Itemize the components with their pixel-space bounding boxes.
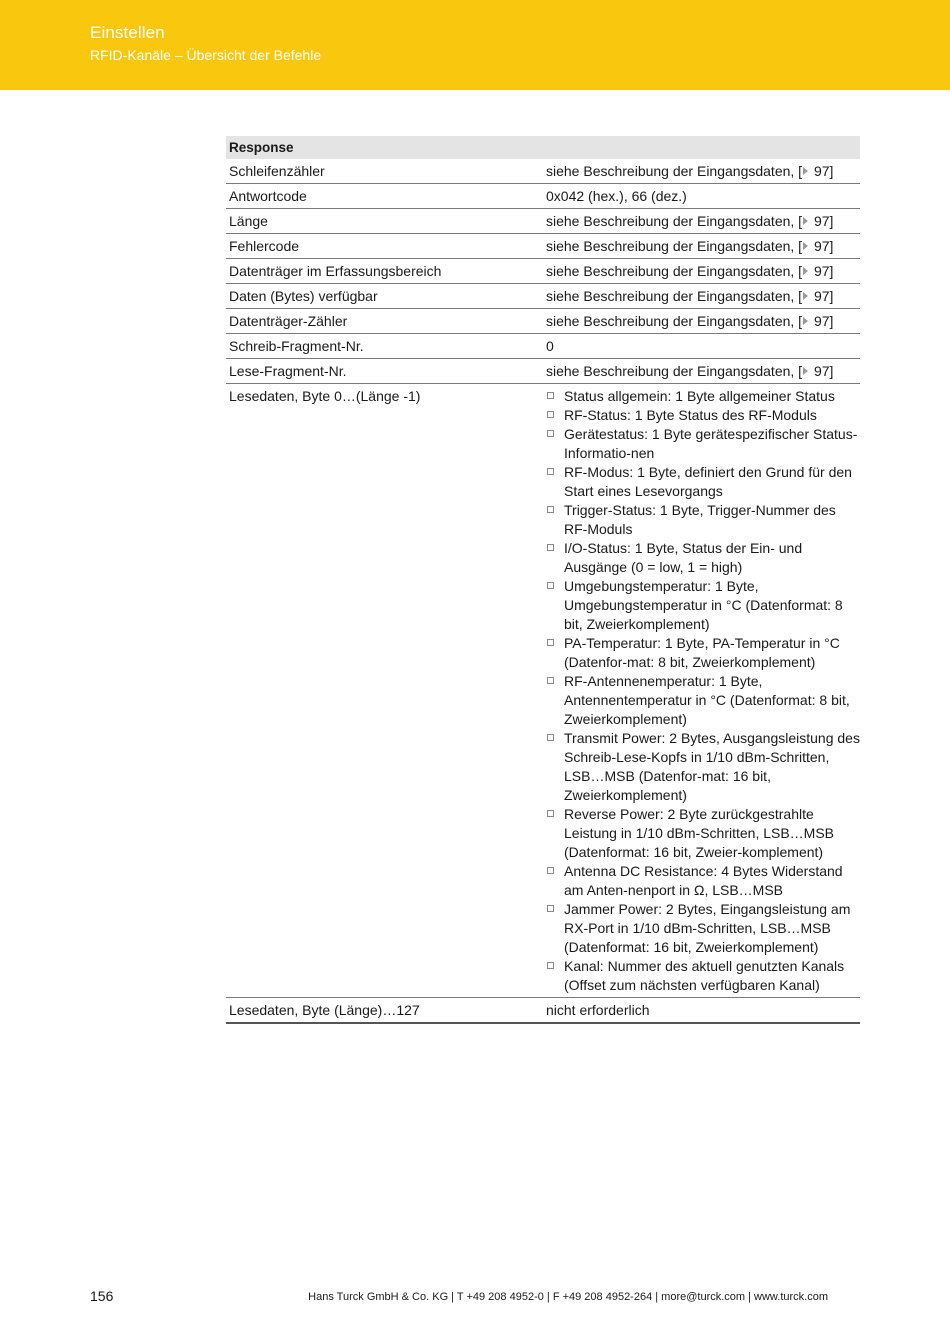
reference-text: siehe Beschreibung der Eingangsdaten, [ [546, 238, 803, 254]
table-row [226, 334, 860, 359]
reference-page[interactable]: 97] [810, 263, 834, 279]
row-value [543, 309, 860, 334]
table-row [226, 184, 860, 209]
table-row [226, 284, 860, 309]
list-item: Antenna DC Resistance: 4 Bytes Widerstand am Anten-nenport in Ω, LSB…MSB [546, 862, 860, 900]
square-bullet-icon [547, 582, 554, 589]
reference-page[interactable]: 97] [810, 288, 834, 304]
reference-text: siehe Beschreibung der Eingangsdaten, [ [546, 263, 803, 279]
list-item: PA-Temperatur: 1 Byte, PA-Temperatur in °C (Datenfor-mat: 8 bit, Zweierkomplement) [546, 634, 860, 672]
reference-text: siehe Beschreibung der Eingangsdaten, [ [546, 163, 803, 179]
row-label: Schreib-Fragment-Nr. [226, 334, 543, 359]
row-label: Daten (Bytes) verfügbar [226, 284, 543, 309]
list-item: Umgebungstemperatur: 1 Byte, Umgebungstemperatur in °C (Datenformat: 8 bit, Zweierkomplement) [546, 577, 860, 634]
row-value: nicht erforderlich [543, 998, 860, 1024]
table-row [226, 259, 860, 284]
table-row [226, 998, 860, 1024]
list-item: Jammer Power: 2 Bytes, Eingangsleistung am RX-Port in 1/10 dBm-Schritten, LSB…MSB (Datenformat: 16 bit, Zweierkomplement) [546, 900, 860, 957]
square-bullet-icon [547, 734, 554, 741]
reference-text: siehe Beschreibung der Eingangsdaten, [ [546, 363, 803, 379]
square-bullet-icon [547, 468, 554, 475]
page-reference-arrow-icon [803, 242, 808, 250]
page-reference-arrow-icon [803, 367, 808, 375]
footer-contact: Hans Turck GmbH & Co. KG | T +49 208 4952-0 | F +49 208 4952-264 | more@turck.com | www.turck.com [308, 1291, 828, 1303]
row-value [543, 259, 860, 284]
chapter-title: Einstellen [90, 23, 165, 42]
row-label: Schleifenzähler [226, 159, 543, 184]
row-value [543, 384, 860, 998]
square-bullet-icon [547, 411, 554, 418]
reference-text: siehe Beschreibung der Eingangsdaten, [ [546, 213, 803, 229]
square-bullet-icon [547, 867, 554, 874]
row-label: Fehlercode [226, 234, 543, 259]
lesedaten-list [546, 387, 860, 995]
row-label: Lese-Fragment-Nr. [226, 359, 543, 384]
row-label: Lesedaten, Byte 0…(Länge -1) [226, 384, 543, 998]
reference-page[interactable]: 97] [810, 313, 834, 329]
list-item: RF-Modus: 1 Byte, definiert den Grund für den Start eines Lesevorgangs [546, 463, 860, 501]
list-item: Kanal: Nummer des aktuell genutzten Kanals (Offset zum nächsten verfügbaren Kanal) [546, 957, 860, 995]
reference-page[interactable]: 97] [810, 238, 834, 254]
list-item: RF-Status: 1 Byte Status des RF-Moduls [546, 406, 860, 425]
row-value [543, 284, 860, 309]
reference-text: siehe Beschreibung der Eingangsdaten, [ [546, 288, 803, 304]
square-bullet-icon [547, 677, 554, 684]
row-label: Datenträger-Zähler [226, 309, 543, 334]
page-header [0, 0, 950, 90]
square-bullet-icon [547, 810, 554, 817]
table-header-row [226, 136, 860, 159]
table-row [226, 159, 860, 184]
list-item: RF-Antennenemperatur: 1 Byte, Antennentemperatur in °C (Datenformat: 8 bit, Zweierkomplement) [546, 672, 860, 729]
page-number: 156 [90, 1288, 114, 1304]
row-value [543, 159, 860, 184]
table-row [226, 209, 860, 234]
row-label: Länge [226, 209, 543, 234]
square-bullet-icon [547, 544, 554, 551]
section-subtitle: RFID-Kanäle – Übersicht der Befehle [90, 47, 322, 63]
square-bullet-icon [547, 639, 554, 646]
row-label: Datenträger im Erfassungsbereich [226, 259, 543, 284]
list-item: Gerätestatus: 1 Byte gerätespezifischer Status-Informatio-nen [546, 425, 860, 463]
response-table [226, 136, 860, 1024]
square-bullet-icon [547, 962, 554, 969]
list-item: Reverse Power: 2 Byte zurückgestrahlte Leistung in 1/10 dBm-Schritten, LSB…MSB (Datenformat: 16 bit, Zweier-komplement) [546, 805, 860, 862]
reference-page[interactable]: 97] [810, 363, 834, 379]
page-reference-arrow-icon [803, 267, 808, 275]
page-reference-arrow-icon [803, 292, 808, 300]
square-bullet-icon [547, 430, 554, 437]
list-item: Transmit Power: 2 Bytes, Ausgangsleistung des Schreib-Lese-Kopfs in 1/10 dBm-Schritten, LSB…MSB (Datenfor-mat: 16 bit, Zweierkomplement) [546, 729, 860, 805]
list-item: Status allgemein: 1 Byte allgemeiner Status [546, 387, 860, 406]
row-label: Antwortcode [226, 184, 543, 209]
row-value [543, 209, 860, 234]
page-reference-arrow-icon [803, 217, 808, 225]
row-value [543, 359, 860, 384]
table-row [226, 309, 860, 334]
list-item: Trigger-Status: 1 Byte, Trigger-Nummer des RF-Moduls [546, 501, 860, 539]
list-item: I/O-Status: 1 Byte, Status der Ein- und Ausgänge (0 = low, 1 = high) [546, 539, 860, 577]
page-reference-arrow-icon [803, 167, 808, 175]
reference-text: siehe Beschreibung der Eingangsdaten, [ [546, 313, 803, 329]
square-bullet-icon [547, 905, 554, 912]
table-row [226, 234, 860, 259]
table-row [226, 359, 860, 384]
row-value [543, 234, 860, 259]
row-value: 0x042 (hex.), 66 (dez.) [543, 184, 860, 209]
reference-page[interactable]: 97] [810, 213, 834, 229]
page-reference-arrow-icon [803, 317, 808, 325]
reference-page[interactable]: 97] [810, 163, 834, 179]
square-bullet-icon [547, 506, 554, 513]
row-value: 0 [543, 334, 860, 359]
row-label: Lesedaten, Byte (Länge)…127 [226, 998, 543, 1024]
square-bullet-icon [547, 392, 554, 399]
table-row [226, 384, 860, 998]
table-heading: Response [226, 136, 860, 159]
